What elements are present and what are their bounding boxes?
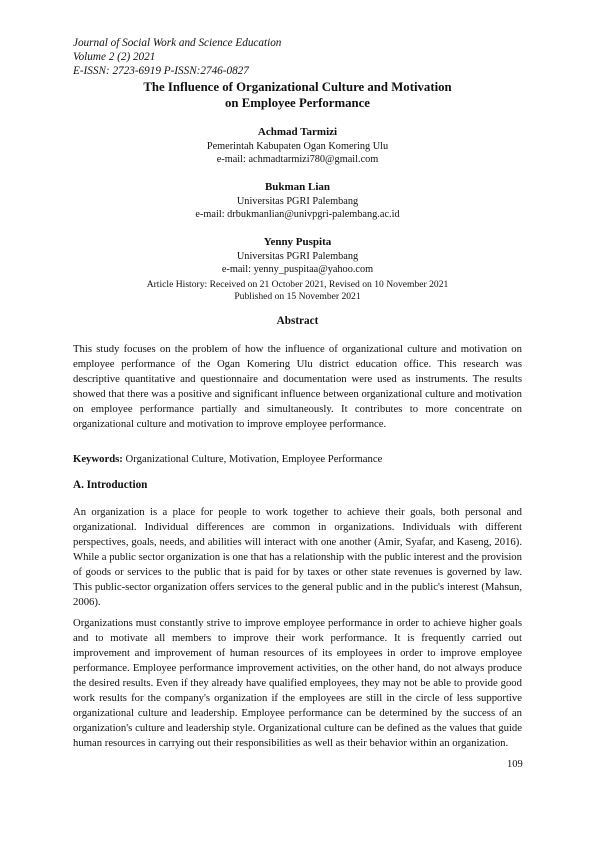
journal-issn: E-ISSN: 2723-6919 P-ISSN:2746-0827 [73,65,249,77]
history-received-revised: Article History: Received on 21 October 2021, Revised on 10 November 2021 [146,279,449,290]
paper-title [0,79,595,111]
title-line-1: The Influence of Organizational Culture and Motivation [143,80,452,94]
keywords-text: Organizational Culture, Motivation, Employee Performance [122,453,383,465]
article-history [0,279,595,303]
history-published: Published on 15 November 2021 [234,291,361,302]
section-heading-introduction: A. Introduction [73,479,148,491]
author-affiliation: Universitas PGRI Palembang [236,251,359,262]
author-email: e-mail: drbukmanlian@univpgri-palembang.ac.id [195,209,400,220]
author-list [0,124,595,289]
author-block [0,234,595,276]
journal-header [73,36,281,78]
author-block [0,179,595,221]
author-affiliation: Pemerintah Kabupaten Ogan Komering Ulu [206,141,389,152]
title-line-2: on Employee Performance [225,96,370,110]
page-number: 109 [507,759,523,770]
journal-volume: Volume 2 (2) 2021 [73,51,156,63]
author-name: Yenny Puspita [263,236,332,248]
author-name: Achmad Tarmizi [257,126,338,138]
journal-name: Journal of Social Work and Science Education [73,37,282,49]
author-email: e-mail: achmadtarmizi780@gmail.com [216,154,379,165]
abstract-heading: Abstract [276,315,319,327]
intro-paragraph-1: An organization is a place for people to work together to achieve their goals, both personal and organizational. Individual differences are common in organizations. Individuals with different perspectives, goals, needs, and abilities will interact with one another (Amir, Syafar, and Kaseng, 2016). While a public sector organization is one that has a relationship with the public interest and the provision of goods or services to the public that is paid for by taxes or other state revenues is governed by law. This public-sector organization offers services to the general public and in the public's interest (Mahsun, 2006). [73,506,522,608]
abstract-text: This study focuses on the problem of how the influence of organizational culture and motivation on employee performance of the Ogan Komering Ulu district education office. This research was descriptive quantitative and questionnaire and documentation were used as instruments. The results showed that there was a positive and significant influence between organizational culture and motivation on employee performance partially and simultaneously. It contributes to more concentrate on organizational culture and motivation to improve employee performance. [73,343,522,430]
author-name: Bukman Lian [264,181,331,193]
keywords-label: Keywords: [73,453,123,465]
keywords [73,452,522,467]
author-email: e-mail: yenny_puspitaa@yahoo.com [221,264,374,275]
author-block [0,124,595,166]
intro-paragraph-2: Organizations must constantly strive to improve employee performance in order to achieve higher goals and to motivate all members to improve their work performance. It is frequently carried out improvement and improvement of human resources of its employees in order to improve employee performance. Employee performance improvement activities, on the other hand, do not always produce the desired results. Even if they already have qualified employees, they may not be able to provide good work results for the company's organization if the employees are still in the circle of less supportive organizational culture and leadership. Employee performance can be determined by the success of an organization's culture and leadership style. Organizational culture can be defined as the values that guide human resources in carrying out their responsibilities as well as their behavior within an organization. [73,617,522,749]
author-affiliation: Universitas PGRI Palembang [236,196,359,207]
